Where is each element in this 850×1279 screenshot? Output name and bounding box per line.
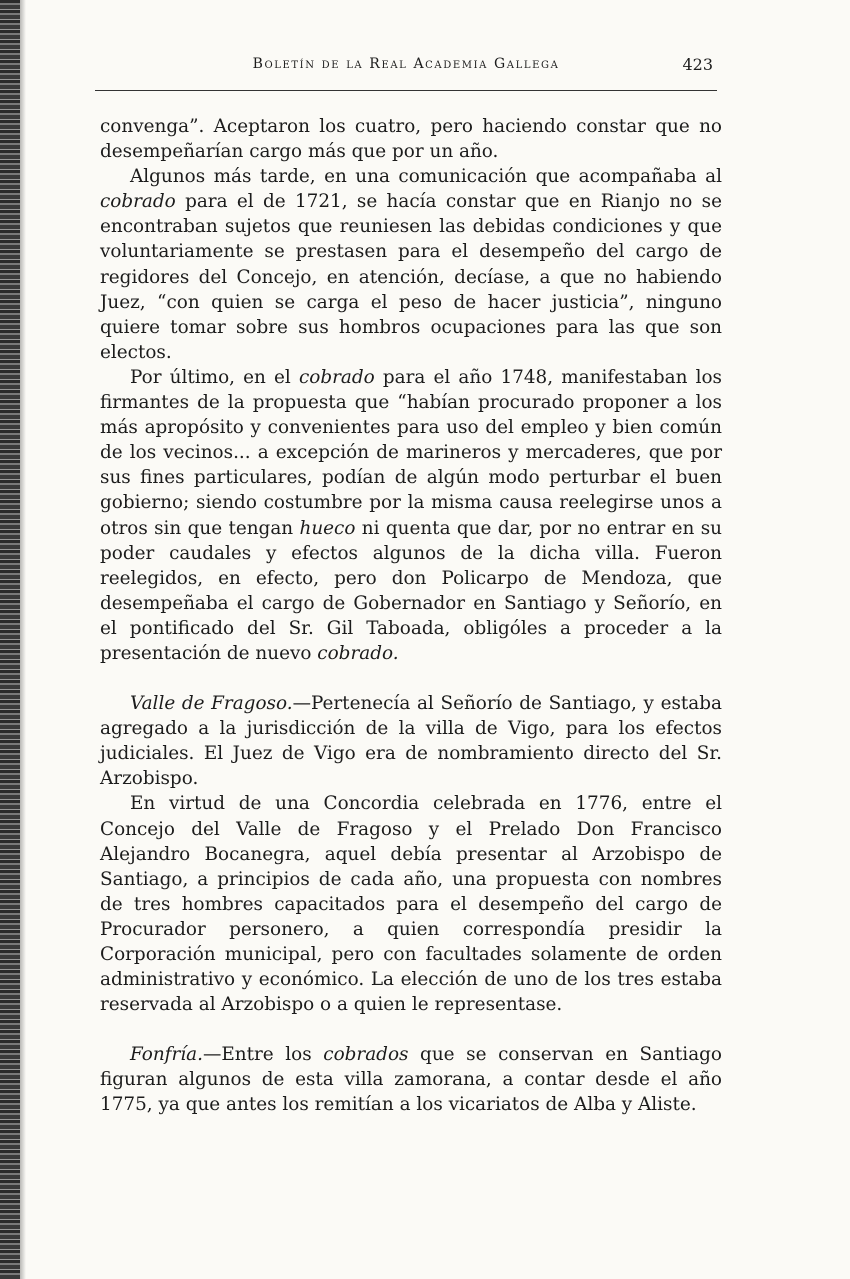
page-header (95, 50, 717, 91)
text-segment: convenga”. Aceptaron los cuatro, pero haciendo constar que no desempeñarían cargo más que por un año. (100, 116, 722, 163)
running-title: Boletín de la Real Academia Gallega (252, 56, 560, 72)
text-segment: Por último, en el (130, 366, 299, 388)
paragraph-2 (100, 164, 722, 365)
text-segment: para el de 1721, se hacía constar que en Rianjo no se encontraban sujetos que reuniesen las debidas condiciones y que voluntariamente se prestasen para el desempeño del cargo de regidores del Concejo, en atención, decíase, a que no habiendo Juez, “con quien se carga el peso de hacer justicia”, ninguno quiere tomar sobre sus hombros ocupaciones para las que son electos. (100, 191, 722, 363)
text-segment: En virtud de una Concordia celebrada en 1776, entre el Concejo del Valle de Fragoso y el Prelado Don Francisco Alejandro Bocanegra, aquel debía presentar al Arzobispo de Santiago, a principios de cada año, una propuesta con nombres de tres hombres capacitados para el desempeño del cargo de Procurador personero, a quien correspondía presidir la Corporación municipal, pero con facultades solamente de orden administrativo y económico. La elección de uno de los tres estaba reservada al Arzobispo o a quien le representase. (100, 793, 722, 1016)
text-segment: ni quenta que dar, por no entrar en su poder caudales y efectos algunos de la dicha villa. Fueron reelegidos, en efecto, pero don Policarpo de Mendoza, que desempeñaba el cargo de Gobernador en Santiago y Señorío, en el pontificado del Sr. Gil Taboada, obligóles a proceder a la presentación de nuevo (100, 517, 722, 664)
text-segment: para el año 1748, manifestaban los firmantes de la propuesta que “habían procurado proponer a los más apropósito y convenientes para uso del empleo y bien común de los vecinos... a excepción de marineros y mercaderes, que por sus fines particulares, podían de algún modo perturbar el buen gobierno; siendo costumbre por la misma causa reelegirse unos a otros sin que tengan (100, 366, 722, 539)
italic-term: cobrado. (317, 642, 399, 664)
paragraph-5 (100, 791, 722, 1017)
text-segment: —Pertenecía al Señorío de Santiago, y estaba agregado a la jurisdicción de la villa de Vigo, para los efectos judiciales. El Juez de Vigo era de nombramiento directo del Sr. Arzobispo. (100, 693, 722, 790)
text-segment: —Entre los (202, 1044, 324, 1066)
italic-term: cobrados (323, 1044, 409, 1066)
paragraph-3 (100, 365, 722, 666)
paragraph-1 (100, 114, 722, 164)
section-fonfria (100, 1042, 722, 1117)
italic-term: hueco (299, 517, 356, 539)
section-valle-de-fragoso (100, 691, 722, 791)
page-number: 423 (682, 55, 713, 74)
italic-term: cobrado (100, 191, 176, 213)
section-heading: Valle de Fragoso. (130, 693, 293, 715)
italic-term: cobrado (298, 366, 375, 388)
section-heading: Fonfría. (130, 1044, 203, 1066)
text-segment: Algunos más tarde, en una comunicación que acompañaba al (130, 166, 722, 188)
body-text (100, 114, 722, 1118)
text-segment: que se conservan en Santiago figuran algunos de esta villa zamorana, a contar desde el año 1775, ya que antes los remitían a los vicariatos de Alba y Aliste. (100, 1044, 723, 1116)
page-binding-edge (0, 0, 20, 1279)
